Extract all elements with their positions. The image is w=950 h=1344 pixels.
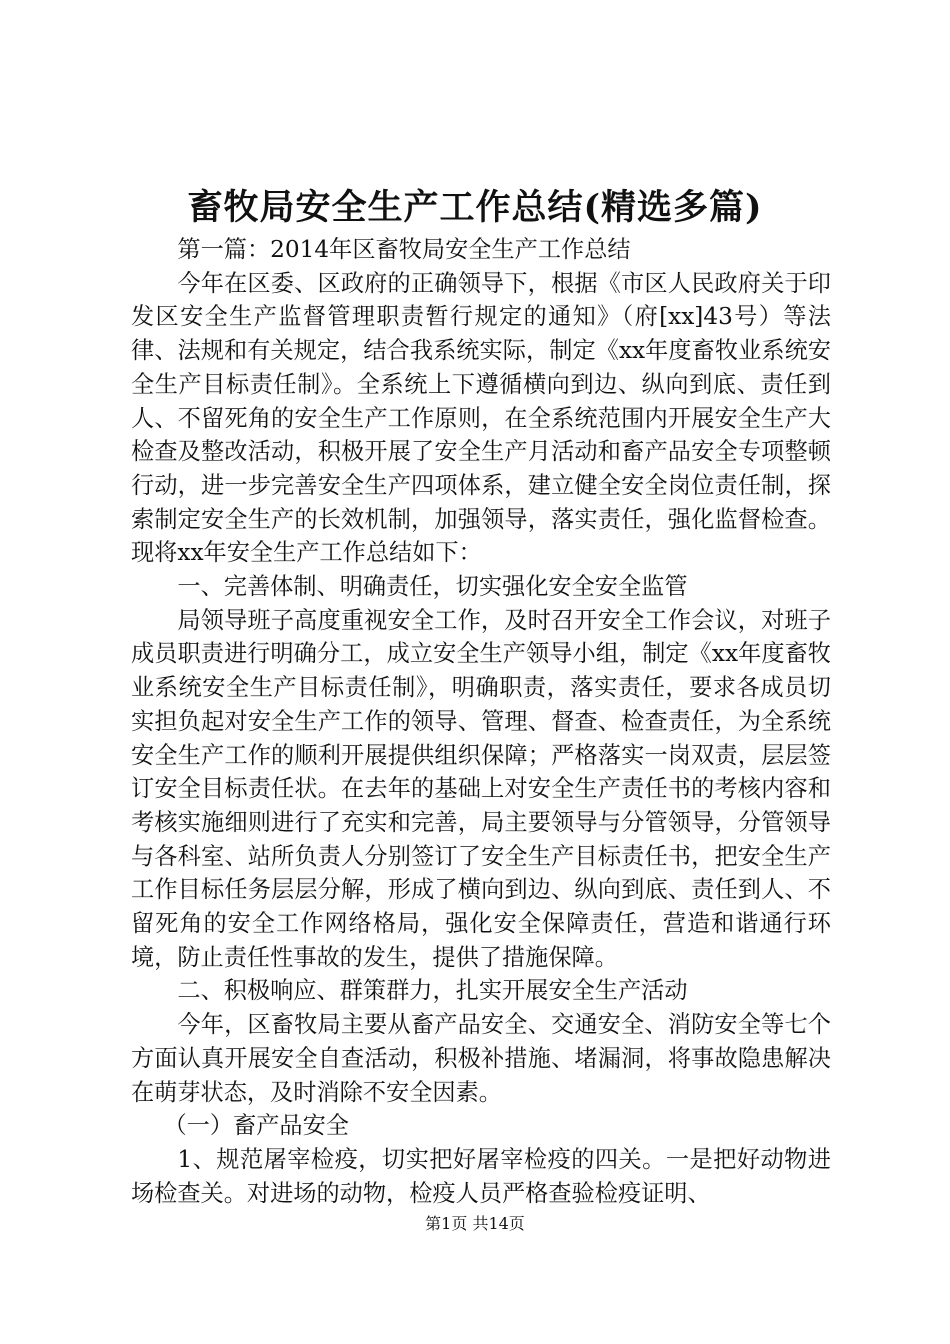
sub-heading-livestock-safety: （一）畜产品安全: [163, 1112, 349, 1140]
heading-responsibility: 一、完善体制、明确责任，切实强化安全安全监管: [177, 573, 688, 601]
paragraph-slaughter-inspection: 1、规范屠宰检疫，切实把好屠宰检疫的四关。一是把好动物进场检查关。对进场的动物，检疫人员严格查验检疫证明、: [131, 1145, 831, 1207]
paragraph-activities: 今年，区畜牧局主要从畜产品安全、交通安全、消防安全等七个方面认真开展安全自查活动，积极补措施、堵漏洞，将事故隐患解决在萌芽状态，及时消除不安全因素。: [131, 1011, 831, 1106]
heading-activities: 二、积极响应、群策群力，扎实开展安全生产活动: [177, 977, 688, 1005]
page-number-footer: 第1页 共14页: [425, 1214, 525, 1233]
document-title: 畜牧局安全生产工作总结(精选多篇): [187, 187, 763, 228]
paragraph-intro: 今年在区委、区政府的正确领导下，根据《市区人民政府关于印发区安全生产监督管理职责暂行规定的通知》（府[xx]43号）等法律、法规和有关规定，结合我系统实际，制定《xx年度畜牧业系统安全生产目标责任制》。全系统上下遵循横向到边、纵向到底、责任到人、不留死角的安全生产工作原则，在全系统范围内开展安全生产大检查及整改活动，积极开展了安全生产月活动和畜产品安全专项整顿行动，进一步完善安全生产四项体系，建立健全安全岗位责任制，探索制定安全生产的长效机制，加强领导，落实责任，强化监督检查。现将xx年安全生产工作总结如下：: [131, 269, 831, 567]
document-body: [131, 233, 831, 1210]
paragraph-responsibility: 局领导班子高度重视安全工作，及时召开安全工作会议，对班子成员职责进行明确分工，成立安全生产领导小组，制定《xx年度畜牧业系统安全生产目标责任制》，明确职责，落实责任，要求各成员切实担负起对安全生产工作的领导、管理、督查、检查责任，为全系统安全生产工作的顺利开展提供组织保障；严格落实一岗双责，层层签订安全目标责任状。在去年的基础上对安全生产责任书的考核内容和考核实施细则进行了充实和完善，局主要领导与分管领导，分管领导与各科室、站所负责人分别签订了安全生产目标责任书，把安全生产工作目标任务层层分解，形成了横向到边、纵向到底、责任到人、不留死角的安全工作网络格局，强化安全保障责任，营造和谐通行环境，防止责任性事故的发生，提供了措施保障。: [131, 606, 831, 971]
section-heading: 第一篇：2014年区畜牧局安全生产工作总结: [177, 236, 631, 263]
